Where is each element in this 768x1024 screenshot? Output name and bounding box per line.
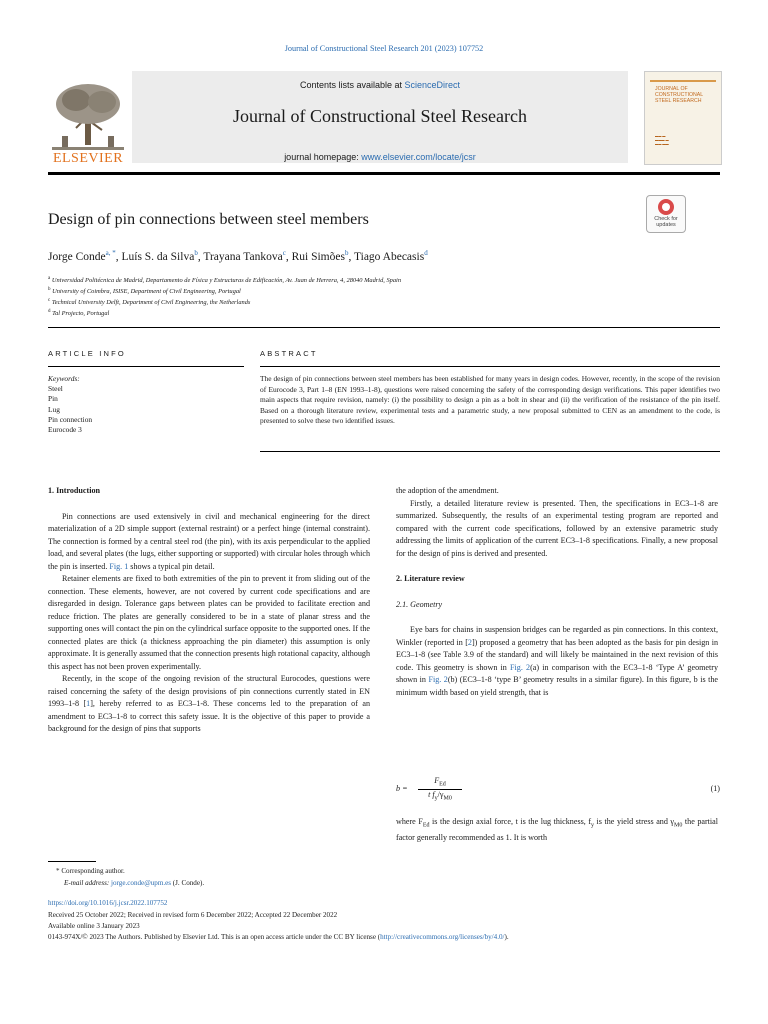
paragraph-text: Eye bars for chains in suspension bridges can be regarded as pin connections. In this context, Winkler (reported in [ xyxy=(396,625,718,647)
eq-den-symbol: t f xyxy=(428,789,435,799)
paragraph-text: the partial factor generally recommended as 1. It is worth xyxy=(396,817,719,843)
abstract-rule xyxy=(260,366,720,367)
body-column-right xyxy=(396,485,718,699)
cover-bar xyxy=(650,80,716,82)
spacer xyxy=(48,498,370,511)
corresponding-author-note: * Corresponding author. xyxy=(56,867,125,875)
keyword: Steel xyxy=(48,384,63,394)
subscript: M0 xyxy=(674,822,683,829)
email-line xyxy=(64,878,204,889)
equation-numerator xyxy=(418,776,462,790)
author-list: Jorge Conde$^{a, *}$, Luís S. da Silva$^b$, Trayana Tankova$^c$, Rui Simões$^b$, Tiago Abecasis$^d$ xyxy=(48,249,428,263)
author-sup[interactable]: d xyxy=(424,249,428,257)
homepage-prefix: journal homepage: xyxy=(284,152,362,162)
paragraph xyxy=(48,673,370,736)
check-for-updates-badge[interactable] xyxy=(646,195,686,233)
affiliation-sup: b xyxy=(48,287,51,292)
paragraph-text: where F xyxy=(396,817,423,826)
journal-title: Journal of Constructional Steel Research xyxy=(233,106,527,126)
header-rule xyxy=(48,172,720,175)
eq-num-symbol: F xyxy=(434,776,440,785)
keyword: Eurocode 3 xyxy=(48,425,82,435)
sciencedirect-link[interactable]: ScienceDirect xyxy=(404,80,461,90)
author-sup[interactable]: b xyxy=(344,249,349,257)
footnote-rule xyxy=(48,861,96,862)
figure-link[interactable]: Fig. 2 xyxy=(428,675,448,684)
keywords-label: Keywords: xyxy=(48,374,80,383)
license-link[interactable]: http://creativecommons.org/licenses/by/4.0/ xyxy=(380,933,505,941)
affiliation-text: Technical University Delft, Department of Civil Engineering, the Netherlands xyxy=(51,299,251,307)
paragraph xyxy=(48,511,370,574)
license-suffix: ). xyxy=(504,933,509,941)
doi-link[interactable]: https://doi.org/10.1016/j.jcsr.2022.107752 xyxy=(48,899,168,907)
reference-link[interactable]: 1 xyxy=(86,699,91,708)
contents-line xyxy=(132,80,628,90)
paragraph xyxy=(396,816,718,845)
email-suffix: (J. Conde). xyxy=(171,879,205,887)
affiliation-text: Tal Projecto, Portugal xyxy=(52,310,110,318)
section-heading-literature-review: 2. Literature review xyxy=(396,574,465,583)
cover-title: JOURNAL OF CONSTRUCTIONAL STEEL RESEARCH xyxy=(655,86,703,104)
author-name: Tiago Abecasis xyxy=(354,250,425,263)
affiliation-text: Universidad Politécnica de Madrid, Departamento de Física y Estructuras de Edificación, Av. Juan de Herrera, 4, 28040 Madrid, Spain xyxy=(51,277,402,285)
author-sup[interactable]: b xyxy=(194,249,198,257)
equation-lhs: b = xyxy=(396,784,408,793)
spacer xyxy=(396,586,718,599)
paragraph-text: Pin connections are used extensively in civil and mechanical engineering for the direct materialization of a 2D simple support (external restraint) or a perfect hinge (internal constraint). The connection is formed by a central steel rod (the pin), with its axis perpendicular to the applied load, and several plates (the lugs, either supporting or supported) with circular holes through which the pin is inserted. xyxy=(48,511,370,571)
affiliation xyxy=(48,274,401,285)
homepage-line xyxy=(132,152,628,162)
journal-cover-thumbnail[interactable] xyxy=(644,71,722,165)
abstract-bottom-rule xyxy=(260,451,720,452)
paragraph-text: (b) (EC3–1-8 ‘type B’ geometry results in a similar figure). In this figure, b is the minimum width based on yield strength, that is xyxy=(396,675,718,697)
keyword: Pin connection xyxy=(48,414,93,424)
abstract-heading: ABSTRACT xyxy=(260,349,318,358)
paragraph xyxy=(396,624,718,699)
keyword: Lug xyxy=(48,404,60,414)
paragraph-text: ], hereby referred to as EC3–1-8. These concerns led to the preparation of an amendment to EC3–1-8 to correct this safety issue. It is the objective of this paper to provide a background for the design of pins that supports xyxy=(48,699,370,733)
affiliation-text: University of Coimbra, ISISE, Department of Civil Engineering, Portugal xyxy=(52,288,241,296)
affiliation xyxy=(48,307,109,318)
corresponding-text: Corresponding author. xyxy=(61,867,125,875)
author-sup[interactable]: a, * xyxy=(105,249,116,257)
affiliation-sup: d xyxy=(48,309,51,314)
author-sup[interactable]: c xyxy=(282,249,286,257)
journal-reference[interactable]: Journal of Constructional Steel Research 201 (2023) 107752 xyxy=(284,44,484,53)
figure-link[interactable]: Fig. 2 xyxy=(510,662,531,672)
eq-den-sub: M0 xyxy=(443,795,452,802)
paragraph-text: ]) proposed a geometry that has been adopted as the basis for pin design in EC3–1-8 (see Table 3.9 of the standard) and will likely be maintained in the next revision of this code. This geometry is shown in xyxy=(396,637,718,672)
contents-prefix: Contents lists available at xyxy=(299,80,405,90)
article-info-rule xyxy=(48,366,244,367)
affiliation-rule xyxy=(48,327,720,328)
paragraph: Retainer elements are fixed to both extremities of the pin to prevent it from sliding out of the connection. These elements, however, are not covered by current code specifications and are disregarded in design. Tolerance gaps between plates can be provided to facilitate erection and reduce friction. The plates are generally considered to be in a state of planar stress and the supporting ones will contact the pin on the cylindrical surface opposite to the supported ones. If the connected plates are thick (a thickness approaching the pin diameter) this assumption is only approximate. It is generally assumed that the connection presents high rotational capacity, although this aspect has not been proven experimentally. xyxy=(48,574,370,671)
author-name: Luís S. da Silva xyxy=(121,250,195,263)
affiliation xyxy=(48,296,250,307)
affiliation-sup: c xyxy=(48,298,51,303)
available-online: Available online 3 January 2023 xyxy=(48,922,140,930)
article-info-heading: ARTICLE INFO xyxy=(48,349,126,358)
eq-num-sub: Ed xyxy=(439,781,446,788)
subscript: Ed xyxy=(422,822,430,829)
homepage-link[interactable]: www.elsevier.com/locate/jcsr xyxy=(361,152,476,162)
license-line xyxy=(48,932,728,943)
equation-1 xyxy=(396,776,720,804)
equation-fraction xyxy=(418,776,462,801)
spacer xyxy=(396,611,718,624)
section-heading-introduction: 1. Introduction xyxy=(48,486,101,495)
affiliation-sup: a xyxy=(48,276,51,281)
check-updates-icon-inner xyxy=(662,203,670,211)
author-name: Jorge Conde xyxy=(48,250,106,263)
keywords-list xyxy=(48,374,92,435)
received-dates: Received 25 October 2022; Received in revised form 6 December 2022; Accepted 22 December 2022 xyxy=(48,911,338,919)
paragraph: Firstly, a detailed literature review is presented. Then, the specifications in EC3–1-8 are summarized. Subsequently, the results of an experimental testing program are reported and compared with the current code specifications, followed by an extensive parametric study addressing the limits of application of the current EC3–1-8 specifications. Finally, a new proposal for the design of pins is derived and presented. xyxy=(396,498,718,558)
affiliation xyxy=(48,285,241,296)
eq-den-sub: y xyxy=(434,795,438,802)
after-equation-text xyxy=(396,816,718,845)
abstract-text: The design of pin connections between steel members has been established for many years in design codes. However, recently, in the scope of the revision of Eurocode 3, Part 1–8 (EN 1993–1-8), questions were raised concerning the safety of the corresponding design verifications. This paper identifies two main aspects that require revision, namely: (i) the possibility to design a pin as a bolt in shear and (ii) the verification of the resistance of the pin itself. Based on a thorough literature review, experimental tests and a parametric study, a new proposal submitted to CEN as an amendment to the code, is presented to solve these two identified issues. xyxy=(260,374,720,425)
author-name: Rui Simões xyxy=(291,250,345,263)
cover-decoration: ▬▬ ▬ ▬▬▬ ▬ ▬▬ ▬▬ xyxy=(655,134,669,146)
paragraph-text: is the yield stress and γ xyxy=(594,817,675,826)
paragraph-text: shows a typical pin detail. xyxy=(128,561,215,571)
publisher-wordmark: ELSEVIER xyxy=(52,151,124,166)
figure-link[interactable]: Fig. 1 xyxy=(109,561,129,571)
reference-link[interactable]: 2 xyxy=(467,637,472,647)
equation-denominator xyxy=(418,790,462,802)
check-updates-label: Check for updates xyxy=(654,216,678,228)
paper-title: Design of pin connections between steel members xyxy=(48,211,369,228)
equation-number: (1) xyxy=(710,784,720,793)
paragraph-text: (a) in comparison with the EC3–1-8 ‘Type A’ geometry shown in xyxy=(396,662,718,684)
paragraph-text: Recently, in the scope of the ongoing revision of the structural Eurocodes, questions were raised concerning the safety of the design provisions of pin connections currently stated in EN 1993–1-8 [ xyxy=(48,674,370,708)
email-link[interactable]: jorge.conde@upm.es xyxy=(111,879,172,887)
paragraph: the adoption of the amendment. xyxy=(396,486,499,495)
paragraph-text: is the design axial force, t is the lug thickness, f xyxy=(429,817,592,826)
email-label: E-mail address: xyxy=(64,879,112,887)
subscript: y xyxy=(591,822,595,829)
keyword: Pin xyxy=(48,394,58,404)
subsection-heading-geometry: 2.1. Geometry xyxy=(396,599,443,609)
spacer xyxy=(396,560,718,573)
eq-den-mid: /γ xyxy=(437,789,444,799)
body-column-left xyxy=(48,485,370,736)
license-text: 0143-974X/© 2023 The Authors. Published by Elsevier Ltd. This is an open access article under the CC BY license ( xyxy=(48,933,381,941)
author-name: Trayana Tankova xyxy=(203,250,283,263)
